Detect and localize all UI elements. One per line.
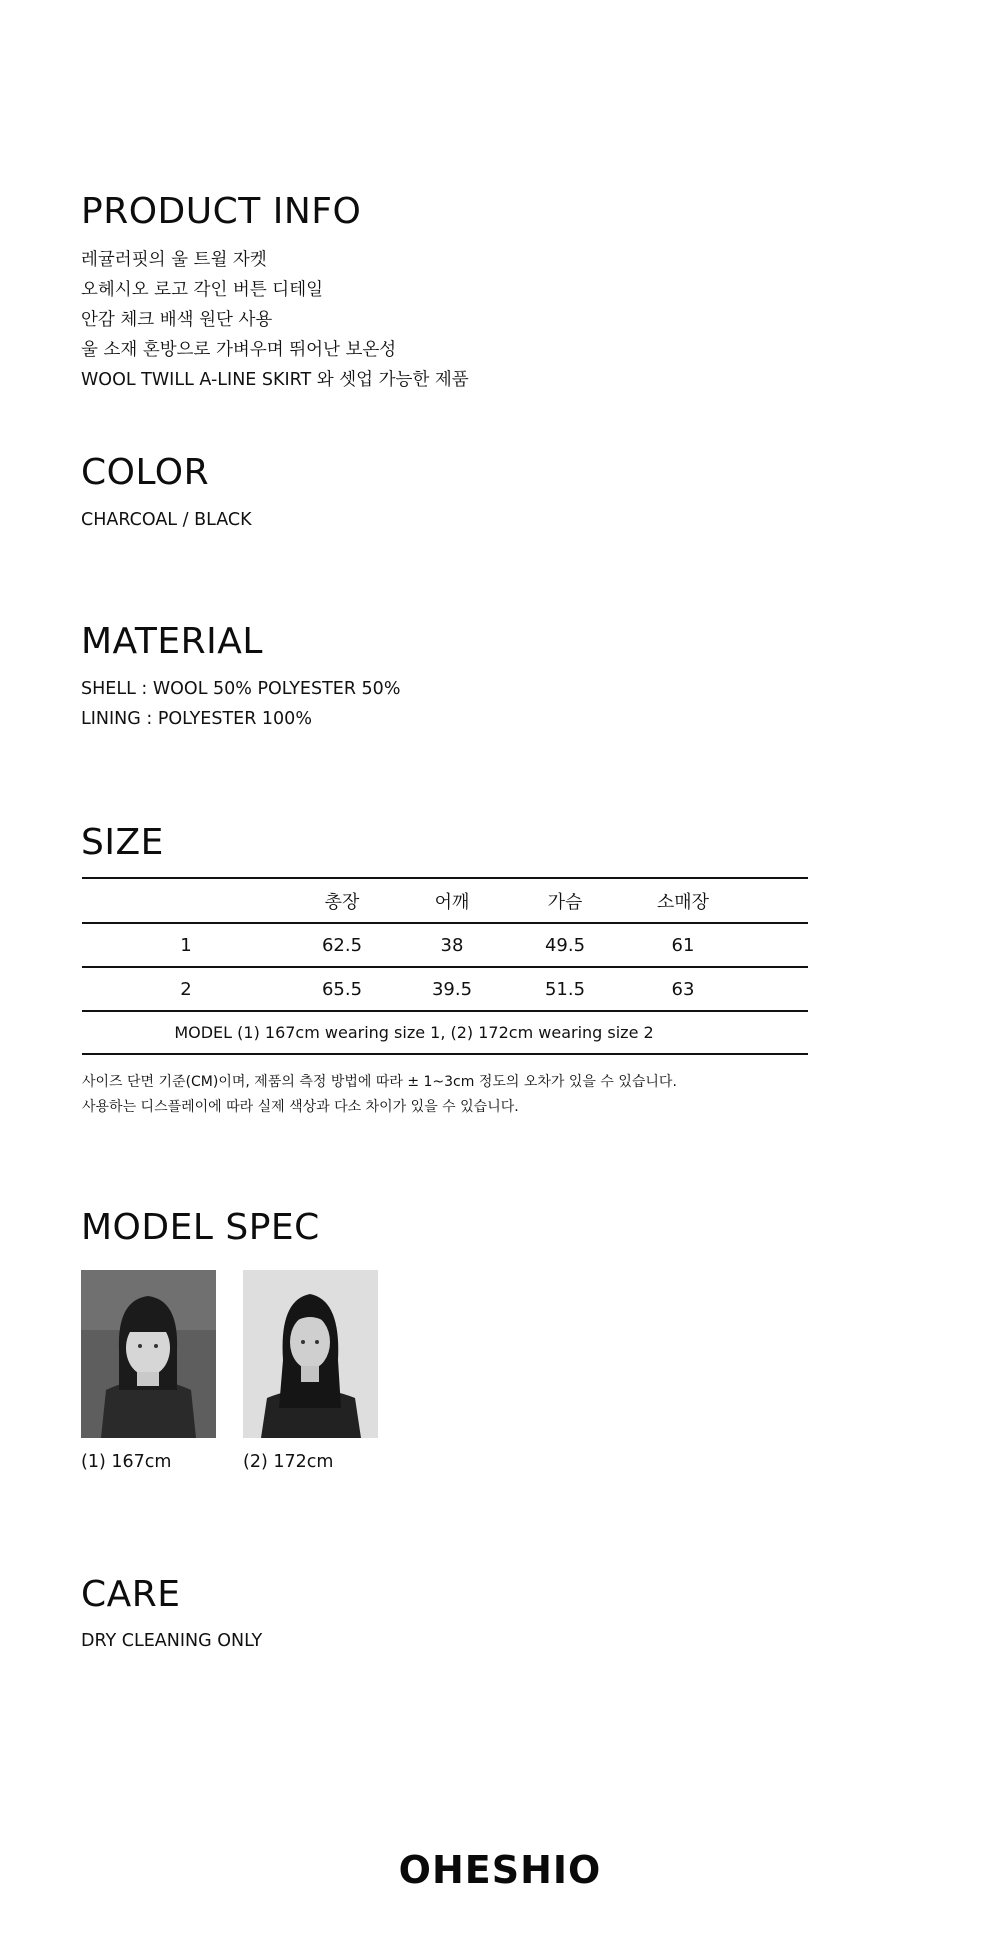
size-table [82,877,808,1055]
size-cell: 2 [180,978,192,1000]
material-line: LINING : POLYESTER 100% [81,709,312,729]
size-note-line: 사이즈 단면 기준(CM)이며, 제품의 측정 방법에 따라 ± 1~3cm 정도의 오차가 있을 수 있습니다. [82,1074,677,1090]
size-table-model-row [82,1011,808,1054]
size-cell: 51.5 [544,978,586,1000]
model-caption-2: (2) 172cm [243,1452,334,1472]
product-info-line: WOOL TWILL A-LINE SKIRT 와 셋업 가능한 제품 [81,370,469,390]
size-col-header: 총장 [324,891,360,913]
model-spec-section [81,1208,320,1248]
model-spec-heading: MODEL SPEC [81,1207,320,1248]
material-section [81,622,263,662]
material-lines [81,674,400,734]
product-info-line: 안감 체크 배색 원단 사용 [81,310,273,330]
size-col-header: 어깨 [434,891,470,913]
product-info-line: 오헤시오 로고 각인 버튼 디테일 [81,280,324,300]
model-size-note: MODEL (1) 167cm wearing size 1, (2) 172cm wearing size 2 [174,1023,654,1042]
care-section [81,1575,181,1615]
model-caption-1: (1) 167cm [81,1452,172,1472]
size-cell-spacer [746,967,808,1011]
size-col-header [82,878,290,923]
size-col-header: 소매장 [656,891,710,913]
care-value: DRY CLEANING ONLY [81,1631,263,1651]
size-cell-spacer [746,1011,808,1054]
color-section [81,453,209,493]
size-col-header: 가슴 [547,891,583,913]
size-notes [82,1070,677,1120]
size-table-row [82,923,808,967]
color-value: CHARCOAL / BLACK [81,510,252,530]
model-photo-1 [81,1270,216,1438]
care-heading: CARE [81,1574,181,1615]
size-cell: 1 [180,934,192,956]
size-col-spacer [746,878,808,923]
size-table-header [82,878,808,923]
care-value-wrap [81,1626,262,1656]
size-cell: 63 [671,978,695,1000]
product-info-line: 레귤러핏의 울 트윌 자켓 [81,250,267,270]
product-info-section [81,192,361,232]
brand-logo: OHESHIO [398,1848,602,1892]
color-heading: COLOR [81,452,210,493]
material-line: SHELL : WOOL 50% POLYESTER 50% [81,679,401,699]
size-cell: 61 [671,934,695,956]
size-heading: SIZE [81,822,164,863]
size-cell: 38 [440,934,464,956]
product-info-lines [81,245,469,395]
size-cell-spacer [746,923,808,967]
color-value-wrap [81,505,252,535]
size-cell: 49.5 [544,934,586,956]
size-note-line: 사용하는 디스플레이에 따라 실제 색상과 다소 차이가 있을 수 있습니다. [82,1099,519,1115]
size-table-row [82,967,808,1011]
material-heading: MATERIAL [81,621,263,662]
size-section [81,823,164,863]
product-info-line: 울 소재 혼방으로 가벼우며 뛰어난 보온성 [81,340,397,360]
size-cell: 62.5 [321,934,363,956]
model-photo-2 [243,1270,378,1438]
product-info-heading: PRODUCT INFO [81,191,362,232]
size-cell: 39.5 [431,978,473,1000]
size-cell: 65.5 [321,978,363,1000]
